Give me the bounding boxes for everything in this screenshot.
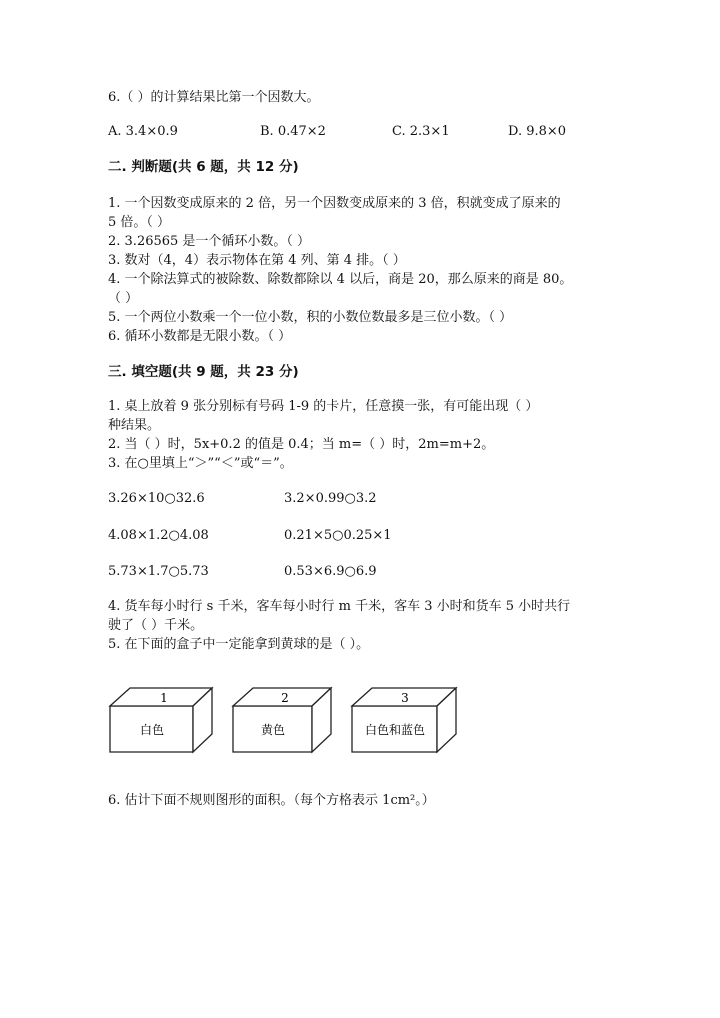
box-3-number: 3 (401, 691, 409, 705)
s3-q1-line2: 种结果。 (108, 418, 161, 433)
q6-option-d: D. 9.8×0 (508, 124, 567, 139)
box-2-label: 黄色 (260, 723, 286, 737)
compare-2a: 4.08×1.2○4.08 (108, 528, 209, 543)
s3-q2: 2. 当（ ）时，5x+0.2 的值是 0.4；当 m=（ ）时，2m=m+2。 (108, 437, 495, 452)
compare-2b: 0.21×5○0.25×1 (284, 528, 392, 543)
q6-option-a: A. 3.4×0.9 (108, 124, 178, 139)
box-3-label: 白色和蓝色 (364, 723, 426, 737)
s3-q6: 6. 估计下面不规则图形的面积。（每个方格表示 1cm²。） (108, 793, 435, 808)
s3-q1-line1: 1. 桌上放着 9 张分别标有号码 1-9 的卡片，任意摸一张，有可能出现（ ） (108, 399, 539, 414)
s2-q5: 5. 一个两位小数乘一个一位小数，积的小数位数最多是三位小数。（ ） (108, 310, 513, 325)
box-1-label: 白色 (139, 723, 165, 737)
s2-q4-line2: （ ） (108, 291, 139, 306)
compare-3a: 5.73×1.7○5.73 (108, 564, 209, 579)
s2-q1-line1: 1. 一个因数变成原来的 2 倍，另一个因数变成原来的 3 倍，积就变成了原来的 (108, 196, 561, 211)
s3-q4-line1: 4. 货车每小时行 s 千米，客车每小时行 m 千米，客车 3 小时和货车 5 小时共行 (108, 599, 571, 614)
s2-q1-line2: 5 倍。（ ） (108, 215, 171, 230)
box-1-number: 1 (160, 691, 168, 705)
q6-option-c: C. 2.3×1 (392, 124, 450, 139)
compare-3b: 0.53×6.9○6.9 (284, 564, 377, 579)
section2-title: 二. 判断题(共 6 题，共 12 分) (108, 159, 299, 175)
s2-q6: 6. 循环小数都是无限小数。（ ） (108, 329, 292, 344)
section3-title: 三. 填空题(共 9 题，共 23 分) (108, 364, 299, 380)
compare-1a: 3.26×10○32.6 (108, 491, 205, 506)
s3-q4-line2: 驶了（ ）千米。 (108, 618, 204, 633)
s2-q2: 2. 3.26565 是一个循环小数。（ ） (108, 234, 311, 249)
s3-q5: 5. 在下面的盒子中一定能拿到黄球的是（ ）。 (108, 637, 370, 652)
q6-option-b: B. 0.47×2 (260, 124, 326, 139)
q6-stem: 6.（ ）的计算结果比第一个因数大。 (108, 90, 320, 105)
compare-1b: 3.2×0.99○3.2 (284, 491, 377, 506)
s2-q3: 3. 数对（4，4）表示物体在第 4 列、第 4 排。（ ） (108, 253, 406, 268)
box-2-number: 2 (281, 691, 289, 705)
s3-q3: 3. 在○里填上“＞”“＜”或“＝”。 (108, 456, 293, 471)
s2-q4-line1: 4. 一个除法算式的被除数、除数都除以 4 以后，商是 20，那么原来的商是 80。 (108, 272, 573, 287)
